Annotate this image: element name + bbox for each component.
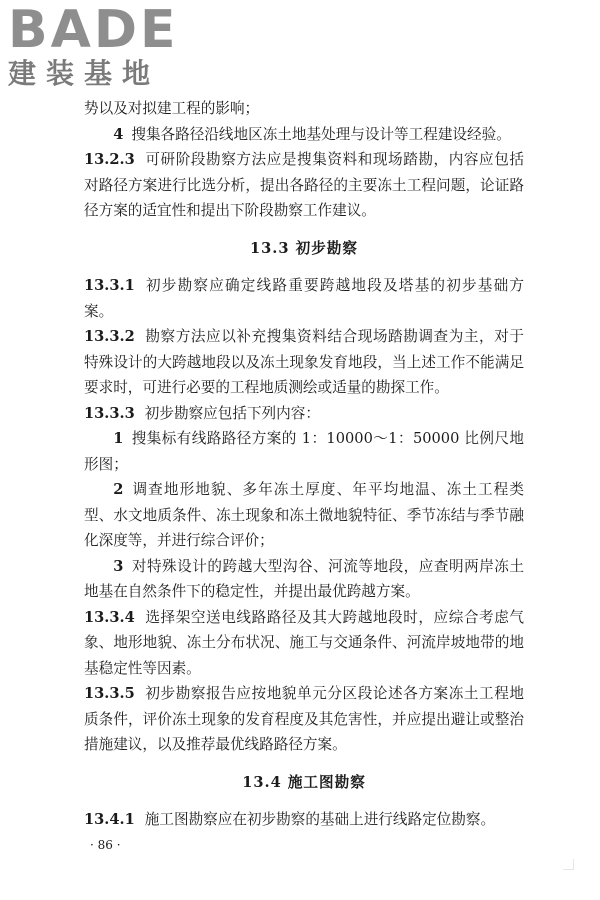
section-13-2-3	[84, 147, 524, 224]
section-heading-13-4: 13.4 施工图勘察	[242, 773, 366, 791]
list-item-number: 2	[113, 481, 124, 498]
list-item-2	[84, 477, 524, 554]
corner-mark	[563, 859, 574, 870]
section-number: 13.3.3	[84, 404, 135, 422]
section-13-3-1	[84, 273, 524, 324]
section-heading-13-3: 13.3 初步勘察	[250, 239, 358, 257]
list-item-number: 3	[113, 557, 124, 575]
list-item-1	[84, 426, 524, 477]
list-item-4	[84, 122, 524, 148]
section-text: 初步勘察应确定线路重要跨越地段及塔基的初步基础方案。	[84, 277, 524, 320]
list-item-text: 调查地形地貌、多年冻土厚度、年平均地温、冻土工程类型、水文地质条件、冻土现象和冻土微地貌特征、季节冻结与季节融化深度等，并进行综合评价；	[84, 481, 524, 549]
section-text: 勘察方法应以补充搜集资料结合现场踏勘调查为主，对于特殊设计的大跨越地段以及冻土现象发育地段，当上述工作不能满足要求时，可进行必要的工程地质测绘或适量的勘探工作。	[84, 328, 524, 396]
section-text: 初步勘察报告应按地貌单元分区段论述各方案冻土工程地质条件，评价冻土现象的发育程度及其危害性，并应提出避让或整治措施建议，以及推荐最优线路路径方案。	[84, 685, 524, 753]
intro-paragraph: 势以及对拟建工程的影响；	[84, 100, 260, 117]
section-13-3-3	[84, 401, 524, 427]
section-text: 初步勘察应包括下列内容：	[144, 404, 320, 422]
section-13-3-2	[84, 324, 524, 401]
list-item-number: 4	[113, 125, 124, 143]
section-number: 13.3.1	[84, 277, 135, 294]
section-text: 选择架空送电线路路径及其大跨越地段时，应综合考虑气象、地形地貌、冻土分布状况、施工与交通条件、河流岸坡地带的地基稳定性等因素。	[84, 608, 524, 677]
document-body	[84, 96, 524, 855]
list-item-text: 搜集标有线路路径方案的 1：10000～1：50000 比例尺地形图；	[84, 430, 524, 473]
list-item-number: 1	[113, 430, 124, 447]
section-text: 可研阶段勘察方法应是搜集资料和现场踏勘，内容应包括对路径方案进行比选分析，提出各路径的主要冻土工程问题，论证路径方案的适宜性和提出下阶段勘察工作建议。	[84, 151, 524, 219]
section-number: 13.4.1	[84, 811, 135, 828]
logo-wordmark: BADE	[8, 0, 179, 60]
list-item-text: 对特殊设计的跨越大型沟谷、河流等地段，应查明两岸冻土地基在自然条件下的稳定性，并提出最优跨越方案。	[84, 557, 524, 600]
section-text: 施工图勘察应在初步勘察的基础上进行线路定位勘察。	[144, 811, 496, 828]
section-number: 13.3.4	[84, 608, 135, 626]
list-item-3	[84, 554, 524, 605]
section-number: 13.2.3	[84, 151, 135, 168]
section-number: 13.3.5	[84, 685, 135, 702]
section-number: 13.3.2	[84, 328, 135, 345]
logo-subtitle: 建装基地	[8, 57, 161, 90]
section-13-3-5	[84, 681, 524, 758]
page-number: · 86 ·	[90, 837, 121, 852]
section-13-4-1	[84, 807, 524, 833]
list-item-text: 搜集各路径沿线地区冻土地基处理与设计等工程建设经验。	[131, 125, 511, 143]
logo	[8, 0, 180, 96]
section-13-3-4	[84, 605, 524, 682]
